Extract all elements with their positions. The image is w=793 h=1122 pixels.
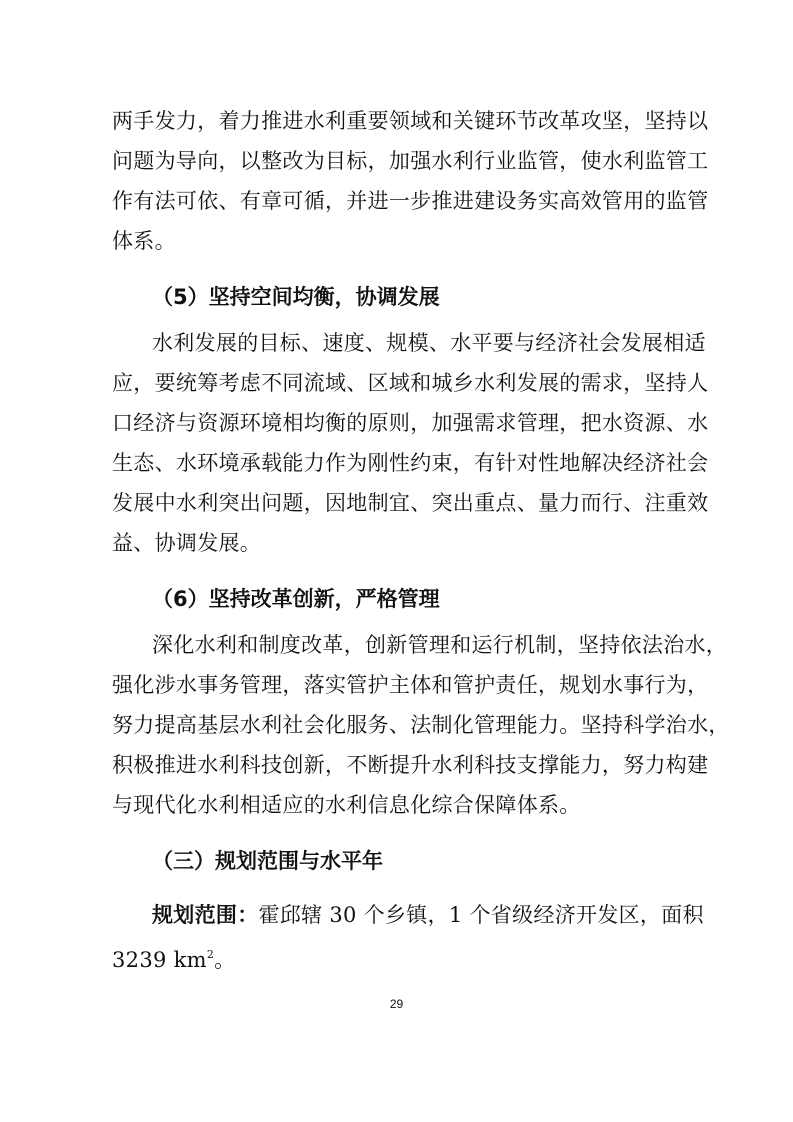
paragraph-line: 水利发展的目标、速度、规模、水平要与经济社会发展相适 bbox=[152, 331, 706, 355]
scope-text: 霍邱辖 30 个乡镇，1 个省级经济开发区，面积 bbox=[258, 903, 704, 927]
paragraph-line: 口经济与资源环境相均衡的原则，加强需求管理，把水资源、水 bbox=[112, 411, 709, 435]
paragraph-line: 努力提高基层水利社会化服务、法制化管理能力。坚持科学治水， bbox=[112, 713, 730, 737]
paragraph-line: 益、协调发展。 bbox=[112, 531, 262, 555]
paragraph-line: 两手发力，着力推进水利重要领域和关键环节改革攻坚，坚持以 bbox=[112, 109, 709, 133]
paragraph-line: 积极推进水利科技创新，不断提升水利科技支撑能力，努力构建 bbox=[112, 753, 709, 777]
paragraph-line: 发展中水利突出问题，因地制宜、突出重点、量力而行、注重效 bbox=[112, 491, 709, 515]
paragraph-line: 应，要统筹考虑不同流域、区域和城乡水利发展的需求，坚持人 bbox=[112, 371, 709, 395]
paragraph-line: 强化涉水事务管理，落实管护主体和管护责任，规划水事行为， bbox=[112, 673, 709, 697]
paragraph-line: 体系。 bbox=[112, 229, 176, 253]
scope-label: 规划范围： bbox=[152, 903, 259, 927]
section-heading: （6）坚持改革创新，严格管理 bbox=[152, 587, 440, 611]
scope-line bbox=[152, 900, 704, 930]
section-heading: （5）坚持空间均衡，协调发展 bbox=[152, 285, 440, 309]
area-end: 。 bbox=[214, 948, 236, 972]
page-number: 29 bbox=[389, 997, 404, 1011]
paragraph-line: 作有法可依、有章可循，并进一步推进建设务实高效管用的监管 bbox=[112, 189, 709, 213]
paragraph-line: 与现代化水利相适应的水利信息化综合保障体系。 bbox=[112, 793, 581, 817]
paragraph-line: 深化水利和制度改革，创新管理和运行机制，坚持依法治水， bbox=[152, 633, 728, 657]
paragraph-line: 生态、水环境承载能力作为刚性约束，有针对性地解决经济社会 bbox=[112, 451, 709, 475]
area-value: 3239 km bbox=[112, 948, 207, 972]
chapter-heading: （三）规划范围与水平年 bbox=[152, 849, 383, 873]
area-unit-superscript: 2 bbox=[206, 948, 215, 961]
scope-area-line bbox=[112, 940, 692, 975]
paragraph-line: 问题为导向，以整改为目标，加强水利行业监管，使水利监管工 bbox=[112, 149, 709, 173]
